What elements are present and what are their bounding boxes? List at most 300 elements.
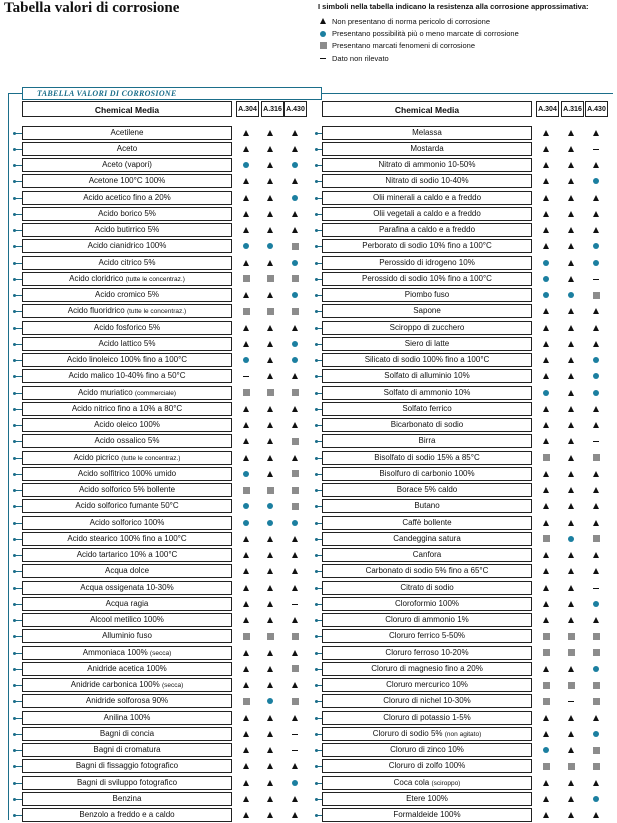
triangle-icon [566, 258, 576, 268]
media-name: Caffè bollente [402, 517, 452, 527]
triangle-icon [290, 794, 300, 804]
table-row-name [322, 532, 532, 546]
table-row-name [322, 174, 532, 188]
triangle-icon [566, 794, 576, 804]
table-row-name [322, 646, 532, 660]
circle-icon [241, 241, 251, 251]
square-icon [541, 761, 551, 771]
circle-icon [290, 193, 300, 203]
row-leader [14, 734, 22, 735]
row-leader [14, 230, 22, 231]
table-row-name [22, 337, 232, 351]
table-row-name [322, 158, 532, 172]
table-row-name [322, 792, 532, 806]
triangle-icon [541, 485, 551, 495]
triangle-icon [541, 209, 551, 219]
triangle-icon [541, 566, 551, 576]
row-leader [14, 295, 22, 296]
media-name: Citrato di sodio [400, 582, 454, 592]
media-name: Acido picrico [73, 452, 119, 462]
triangle-icon [290, 713, 300, 723]
table-row-name [22, 451, 232, 465]
triangle-icon [541, 729, 551, 739]
triangle-icon [241, 761, 251, 771]
triangle-icon [566, 225, 576, 235]
media-name: Cloruro ferroso 10-20% [385, 647, 469, 657]
triangle-icon [591, 713, 601, 723]
triangle-icon [591, 615, 601, 625]
media-name: Aceto [116, 143, 138, 153]
square-icon [591, 631, 601, 641]
column-header-a304: A.304 [536, 101, 559, 117]
triangle-icon [566, 371, 576, 381]
dot-icon [318, 29, 328, 39]
media-name: Acido cromico 5% [94, 290, 160, 299]
triangle-icon [566, 388, 576, 398]
triangle-icon [290, 144, 300, 154]
legend-item [318, 52, 589, 64]
legend-item [318, 40, 589, 52]
media-name: Acido stearico 100% fino a 100°C [67, 533, 187, 543]
triangle-icon [290, 323, 300, 333]
triangle-icon [566, 778, 576, 788]
triangle-icon [241, 209, 251, 219]
triangle-icon [265, 729, 275, 739]
triangle-icon [541, 241, 551, 251]
square-icon [591, 696, 601, 706]
legend-label: Non presentano di norma pericolo di corrosione [332, 16, 491, 26]
triangle-icon [265, 599, 275, 609]
column-header-media: Chemical Media [322, 101, 532, 117]
square-icon [591, 761, 601, 771]
triangle-icon [241, 745, 251, 755]
table-row-name [322, 776, 532, 790]
media-name: Birra [418, 436, 436, 446]
triangle-icon [541, 306, 551, 316]
media-name: Bagni di fissaggio fotografico [75, 761, 179, 771]
circle-icon [591, 794, 601, 804]
media-name: Cloruro mercurico 10% [386, 680, 468, 689]
triangle-icon [541, 810, 551, 820]
triangle-icon [241, 664, 251, 674]
media-name: Piombo fuso [404, 290, 450, 299]
circle-icon [290, 778, 300, 788]
media-note: (non agitato) [444, 730, 482, 738]
table-row-name [322, 597, 532, 611]
square-icon [591, 745, 601, 755]
triangle-icon [265, 258, 275, 268]
row-leader [14, 799, 22, 800]
table-row-name [322, 808, 532, 822]
square-icon [566, 680, 576, 690]
square-icon [290, 241, 300, 251]
row-leader [14, 198, 22, 199]
triangle-icon [290, 209, 300, 219]
row-leader [14, 133, 22, 134]
triangle-icon [566, 128, 576, 138]
table-row-name [22, 321, 232, 335]
table-row-name [322, 353, 532, 367]
circle-icon [290, 339, 300, 349]
triangle-icon [566, 404, 576, 414]
triangle-icon [290, 550, 300, 560]
legend [318, 2, 589, 65]
triangle-icon [591, 225, 601, 235]
triangle-icon [290, 761, 300, 771]
media-name: Acido ossalico 5% [94, 436, 160, 446]
table-row-name [22, 564, 232, 578]
triangle-icon [541, 128, 551, 138]
square-icon [290, 274, 300, 284]
media-name: Perborato di sodio 10% fino a 100°C [362, 241, 492, 251]
table-row-name [322, 451, 532, 465]
triangle-icon [566, 420, 576, 430]
table-row-name [22, 776, 232, 790]
circle-icon [241, 518, 251, 528]
triangle-icon [566, 306, 576, 316]
table-row-name [322, 337, 532, 351]
media-name: Sciroppo di zucchero [389, 322, 465, 332]
triangle-icon [241, 436, 251, 446]
table-row-name [22, 288, 232, 302]
legend-heading: I simboli nella tabella indicano la resistenza alla corrosione approssimativa: [318, 2, 589, 11]
table-row-name [22, 369, 232, 383]
media-name: Acido borico 5% [98, 208, 156, 218]
triangle-icon [566, 810, 576, 820]
circle-icon [591, 258, 601, 268]
triangle-icon [566, 599, 576, 609]
circle-icon [241, 160, 251, 170]
square-icon [290, 469, 300, 479]
circle-icon [541, 290, 551, 300]
dash-icon [318, 53, 328, 63]
triangle-icon [566, 144, 576, 154]
column-header-a316: A.316 [561, 101, 584, 117]
media-name: Canfora [412, 550, 442, 559]
table-row-name [322, 304, 532, 318]
triangle-icon [566, 193, 576, 203]
table-row-name [22, 402, 232, 416]
table-row-name [22, 548, 232, 562]
table-row-name [322, 239, 532, 253]
square-icon [290, 696, 300, 706]
triangle-icon [290, 534, 300, 544]
triangle-icon [265, 664, 275, 674]
triangle-icon [541, 713, 551, 723]
media-name: Candeggina satura [393, 533, 461, 543]
dash-icon [290, 599, 300, 609]
triangle-icon [591, 778, 601, 788]
table-row-name [22, 532, 232, 546]
table-banner [22, 87, 322, 100]
square-icon [265, 631, 275, 641]
triangle-icon [591, 306, 601, 316]
triangle-icon [541, 193, 551, 203]
triangle-icon [541, 501, 551, 511]
triangle-icon [265, 436, 275, 446]
square-icon [241, 631, 251, 641]
triangle-icon [541, 469, 551, 479]
row-leader [14, 669, 22, 670]
tri-icon [318, 16, 328, 26]
triangle-icon [241, 583, 251, 593]
media-name: Benzolo a freddo e a caldo [79, 810, 175, 819]
media-name: Butano [414, 501, 440, 511]
row-leader [14, 571, 22, 572]
square-icon [241, 306, 251, 316]
triangle-icon [241, 128, 251, 138]
triangle-icon [566, 436, 576, 446]
table-row-name [22, 727, 232, 741]
row-leader [14, 750, 22, 751]
media-name: Carbonato di sodio 5% fino a 65°C [365, 566, 489, 576]
triangle-icon [265, 144, 275, 154]
media-name: Acido cloridrico [69, 273, 124, 283]
triangle-icon [541, 160, 551, 170]
table-row-name [322, 272, 532, 286]
triangle-icon [241, 193, 251, 203]
row-leader [14, 376, 22, 377]
media-note: (secca) [149, 649, 172, 657]
square-icon [290, 388, 300, 398]
triangle-icon [541, 225, 551, 235]
circle-icon [265, 696, 275, 706]
media-note: (tutte le concentraz.) [125, 275, 185, 283]
triangle-icon [541, 615, 551, 625]
triangle-icon [265, 810, 275, 820]
media-name: Ammoniaca 100% [82, 647, 148, 657]
table-row-name [22, 499, 232, 513]
media-name: Cloruro di ammonio 1% [385, 615, 469, 624]
square-icon [290, 664, 300, 674]
sq-icon [318, 41, 328, 51]
circle-icon [541, 274, 551, 284]
dash-icon [591, 436, 601, 446]
row-leader [14, 344, 22, 345]
triangle-icon [566, 615, 576, 625]
media-name: Cloruro ferrico 5-50% [388, 631, 466, 641]
circle-icon [290, 258, 300, 268]
triangle-icon [541, 371, 551, 381]
triangle-icon [541, 599, 551, 609]
dash-icon [241, 371, 251, 381]
square-icon [265, 485, 275, 495]
table-row-name [322, 467, 532, 481]
triangle-icon [290, 128, 300, 138]
triangle-icon [541, 176, 551, 186]
square-icon [591, 453, 601, 463]
media-name: Acido citrico 5% [98, 257, 156, 267]
media-note: (sciroppo) [431, 779, 461, 787]
table-row-name [22, 711, 232, 725]
triangle-icon [566, 176, 576, 186]
row-leader [14, 653, 22, 654]
triangle-icon [265, 371, 275, 381]
square-icon [566, 761, 576, 771]
square-icon [541, 453, 551, 463]
media-name: Perossido di sodio 10% fino a 100°C [362, 273, 492, 283]
table-row-name [322, 321, 532, 335]
triangle-icon [566, 713, 576, 723]
triangle-icon [566, 664, 576, 674]
table-row-name [322, 499, 532, 513]
media-note: (tutte le concentraz.) [126, 308, 187, 316]
square-icon [290, 306, 300, 316]
row-leader [14, 604, 22, 605]
triangle-icon [591, 810, 601, 820]
table-row-name [322, 386, 532, 400]
triangle-icon [241, 599, 251, 609]
triangle-icon [541, 583, 551, 593]
triangle-icon [290, 176, 300, 186]
table-row-name [22, 256, 232, 270]
triangle-icon [241, 550, 251, 560]
row-leader [14, 409, 22, 410]
triangle-icon [241, 290, 251, 300]
media-name: Etere 100% [406, 793, 448, 803]
table-row-name [22, 597, 232, 611]
triangle-icon [566, 339, 576, 349]
row-leader [14, 328, 22, 329]
column-header-a304: A.304 [236, 101, 259, 117]
media-name: Acido solfitrico 100% umido [77, 468, 177, 478]
triangle-icon [541, 355, 551, 365]
table-row-name [322, 711, 532, 725]
triangle-icon [591, 518, 601, 528]
row-leader [14, 441, 22, 442]
square-icon [591, 648, 601, 658]
triangle-icon [566, 518, 576, 528]
circle-icon [241, 355, 251, 365]
media-name: Anidride solforosa 90% [85, 696, 169, 706]
table-row-name [322, 402, 532, 416]
triangle-icon [265, 225, 275, 235]
circle-icon [566, 534, 576, 544]
triangle-icon [241, 225, 251, 235]
row-leader [14, 506, 22, 507]
table-row-name [22, 759, 232, 773]
media-name: Acido solforico fumante 50°C [75, 501, 179, 511]
banner-title: TABELLA VALORI DI CORROSIONE [37, 89, 177, 98]
legend-label: Dato non rilevato [332, 53, 389, 63]
media-name: Acido lattico 5% [98, 338, 156, 348]
triangle-icon [241, 648, 251, 658]
triangle-icon [566, 323, 576, 333]
triangle-icon [566, 583, 576, 593]
table-row-name [22, 239, 232, 253]
media-name: Acido cianidrico 100% [87, 241, 167, 251]
table-row-name [22, 353, 232, 367]
circle-icon [265, 241, 275, 251]
media-name: Solfato di ammonio 10% [383, 387, 471, 397]
media-name: Mostarda [410, 143, 444, 153]
triangle-icon [566, 566, 576, 576]
media-name: Melassa [412, 127, 442, 137]
table-row-name [22, 467, 232, 481]
circle-icon [591, 664, 601, 674]
row-leader [14, 165, 22, 166]
circle-icon [591, 599, 601, 609]
legend-item [318, 27, 589, 39]
triangle-icon [566, 745, 576, 755]
table-row-name [22, 191, 232, 205]
circle-icon [265, 518, 275, 528]
triangle-icon [241, 810, 251, 820]
media-name: Acetilene [110, 127, 144, 137]
media-note: (tutte le concentraz.) [121, 454, 181, 462]
table-row-name [22, 581, 232, 595]
triangle-icon [265, 713, 275, 723]
triangle-icon [241, 339, 251, 349]
media-name: Acqua ragia [105, 598, 149, 608]
media-name: Acido nitrico fino a 10% a 80°C [71, 403, 183, 413]
row-leader [14, 149, 22, 150]
media-name: Coca cola [393, 777, 430, 787]
media-name: Cloruro di sodio 5% [372, 728, 443, 738]
table-row-name [322, 126, 532, 140]
triangle-icon [591, 404, 601, 414]
triangle-icon [290, 453, 300, 463]
triangle-icon [265, 778, 275, 788]
triangle-icon [241, 615, 251, 625]
circle-icon [241, 501, 251, 511]
triangle-icon [541, 518, 551, 528]
table-row-name [322, 564, 532, 578]
media-name: Acido oleico 100% [94, 420, 160, 429]
table-row-name [22, 743, 232, 757]
media-name: Acido fluoridrico [67, 306, 125, 316]
table-row-name [322, 207, 532, 221]
row-leader [14, 685, 22, 686]
table-row-name [322, 727, 532, 741]
dash-icon [591, 144, 601, 154]
media-name: Sapone [413, 306, 441, 316]
triangle-icon [265, 550, 275, 560]
square-icon [265, 306, 275, 316]
media-name: Olii vegetali a caldo e a freddo [373, 208, 481, 218]
triangle-icon [241, 176, 251, 186]
media-name: Cloruro di nichel 10-30% [383, 696, 471, 706]
table-row-name [22, 792, 232, 806]
table-row-name [322, 678, 532, 692]
square-icon [290, 631, 300, 641]
media-note: (commerciale) [134, 389, 177, 397]
table-row-name [322, 369, 532, 383]
circle-icon [566, 290, 576, 300]
triangle-icon [241, 680, 251, 690]
triangle-icon [566, 241, 576, 251]
row-leader [14, 181, 22, 182]
square-icon [290, 501, 300, 511]
circle-icon [265, 501, 275, 511]
row-leader [14, 458, 22, 459]
circle-icon [541, 745, 551, 755]
triangle-icon [591, 193, 601, 203]
triangle-icon [591, 469, 601, 479]
triangle-icon [541, 144, 551, 154]
row-leader [14, 490, 22, 491]
table-row-name [322, 256, 532, 270]
media-name: Bisolfuro di carbonio 100% [379, 468, 475, 478]
row-leader [14, 636, 22, 637]
triangle-icon [265, 615, 275, 625]
triangle-icon [265, 745, 275, 755]
table-row-name [22, 207, 232, 221]
media-name: Bisolfato di sodio 15% a 85°C [374, 452, 480, 462]
triangle-icon [265, 583, 275, 593]
triangle-icon [290, 420, 300, 430]
row-leader [14, 766, 22, 767]
